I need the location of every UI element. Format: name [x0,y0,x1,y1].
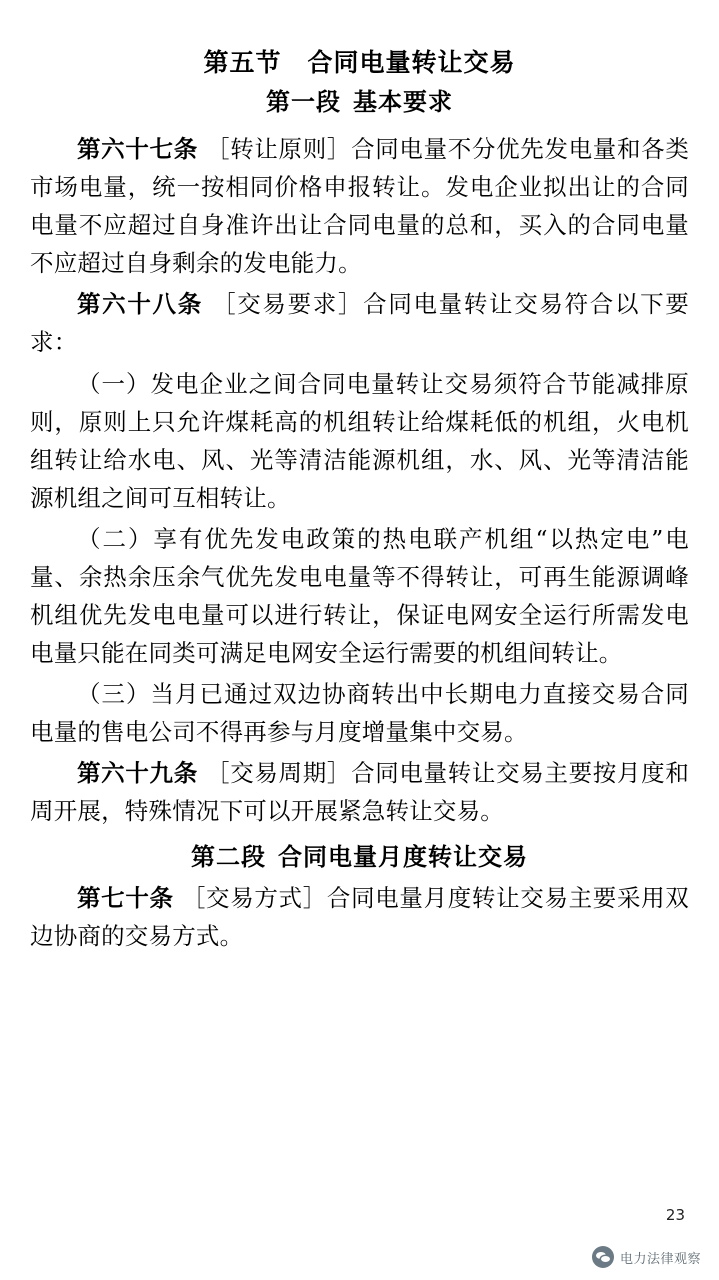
page-title [30,46,689,80]
article-number: 第七十条 [77,884,174,913]
article-paragraph [30,754,689,830]
subsection-1-name: 基本要求 [353,86,453,116]
article-body: ［交易方式］合同电量月度转让交易主要采用双边协商的交易方式。 [30,884,690,951]
list-item-body: （一）发电企业之间合同电量转让交易须符合节能减排原则，原则上只允许煤耗高的机组转让给煤耗低的机组，火电机组转让给水电、风、光等清洁能源机组，水、风、光等清洁能源机组之间可互相转让。 [30,369,689,512]
list-item [30,675,689,751]
article-body: ［交易周期］合同电量转让交易主要按月度和周开展，特殊情况下可以开展紧急转让交易。 [30,759,690,826]
subsection-1-prefix: 第一段 [266,86,341,116]
article-number: 第六十八条 [77,290,203,319]
section-title-name: 合同电量转让交易 [307,48,516,77]
article-paragraph [30,130,689,282]
article-paragraph [30,879,689,955]
article-body: ［转让原则］合同电量不分优先发电量和各类市场电量，统一按相同价格申报转让。发电企业拟出让的合同电量不应超过自身准许出让合同电量的总和，买入的合同电量不应超过自身剩余的发电能力。 [30,135,690,278]
list-item [30,365,689,517]
subsection-2-prefix: 第二段 [191,842,266,872]
subsection-2-title [30,840,689,875]
article-number: 第六十七条 [77,135,198,164]
wechat-icon [592,1246,614,1268]
list-item-body: （三）当月已通过双边协商转出中长期电力直接交易合同电量的售电公司不得再参与月度增量集中交易。 [30,680,689,747]
subsection-2-name: 合同电量月度转让交易 [278,842,528,872]
list-item [30,520,689,672]
footer-account-name: 电力法律观察 [619,1251,701,1267]
section-title-prefix: 第五节 [203,48,282,77]
article-paragraph [30,285,689,361]
list-item-body: （二）享有优先发电政策的热电联产机组“以热定电”电量、余热余压余气优先发电电量等不得转让，可再生能源调峰机组优先发电电量可以进行转让，保证电网安全运行所需发电电量只能在同类可满足电网安全运行需要的机组间转让。 [30,524,689,667]
article-number: 第六十九条 [77,759,198,788]
page-number: 23 [665,1206,685,1224]
footer-badge [592,1246,701,1268]
article-body: ［交易要求］合同电量转让交易符合以下要求： [30,290,689,357]
subsection-1-title [30,86,689,118]
